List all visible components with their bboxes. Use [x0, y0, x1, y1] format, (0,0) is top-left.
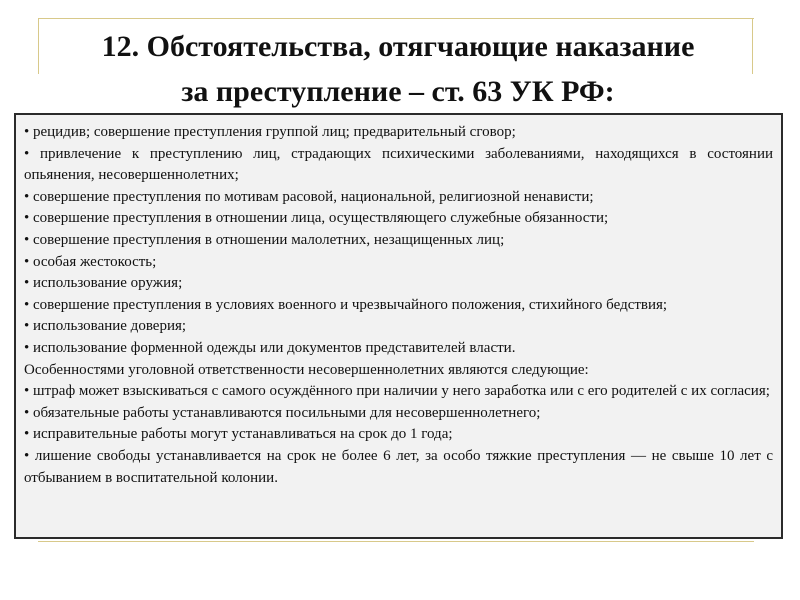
list-item: • совершение преступления в отношении малолетних, незащищенных лиц;: [24, 231, 505, 248]
decorative-left-rule: [38, 18, 39, 74]
decorative-top-rule: [38, 18, 754, 19]
list-item: • особая жестокость;: [24, 253, 157, 270]
list-item: • привлечение к преступлению лиц, страдающих психическими заболеваниями, находящихся в состоянии опьянения, несовершеннолетних;: [24, 145, 773, 184]
list-item: • использование доверия;: [24, 318, 187, 335]
slide-title-line-2: за преступление – ст. 63 УК РФ:: [181, 75, 615, 108]
list-item: • исправительные работы могут устанавливаться на срок до 1 года;: [24, 426, 453, 443]
slide-title-line-1: 12. Обстоятельства, отягчающие наказание: [101, 30, 695, 63]
list-item: • лишение свободы устанавливается на срок не более 6 лет, за особо тяжкие преступления — не свыше 10 лет с отбыванием в воспитательной колонии.: [24, 447, 773, 486]
list-item: • совершение преступления в отношении лица, осуществляющего служебные обязанности;: [24, 210, 609, 227]
list-item: • штраф может взыскиваться с самого осуждённого при наличии у него заработка или с его родителей с их согласия;: [24, 383, 770, 400]
list-item: • использование оружия;: [24, 275, 183, 292]
section-heading: Особенностями уголовной ответственности несовершеннолетних являются следующие:: [24, 361, 589, 378]
list-item: • рецидив; совершение преступления группой лиц; предварительный сговор;: [24, 124, 516, 140]
list-item: • совершение преступления в условиях военного и чрезвычайного положения, стихийного бедствия;: [24, 296, 668, 313]
slide-title: [40, 24, 756, 114]
decorative-bottom-rule: [38, 541, 754, 542]
content-box: [14, 113, 783, 539]
list-item: • использование форменной одежды или документов представителей власти.: [24, 339, 516, 356]
list-item: • обязательные работы устанавливаются посильными для несовершеннолетнего;: [24, 404, 541, 421]
list-item: • совершение преступления по мотивам расовой, национальной, религиозной ненависти;: [24, 188, 594, 205]
